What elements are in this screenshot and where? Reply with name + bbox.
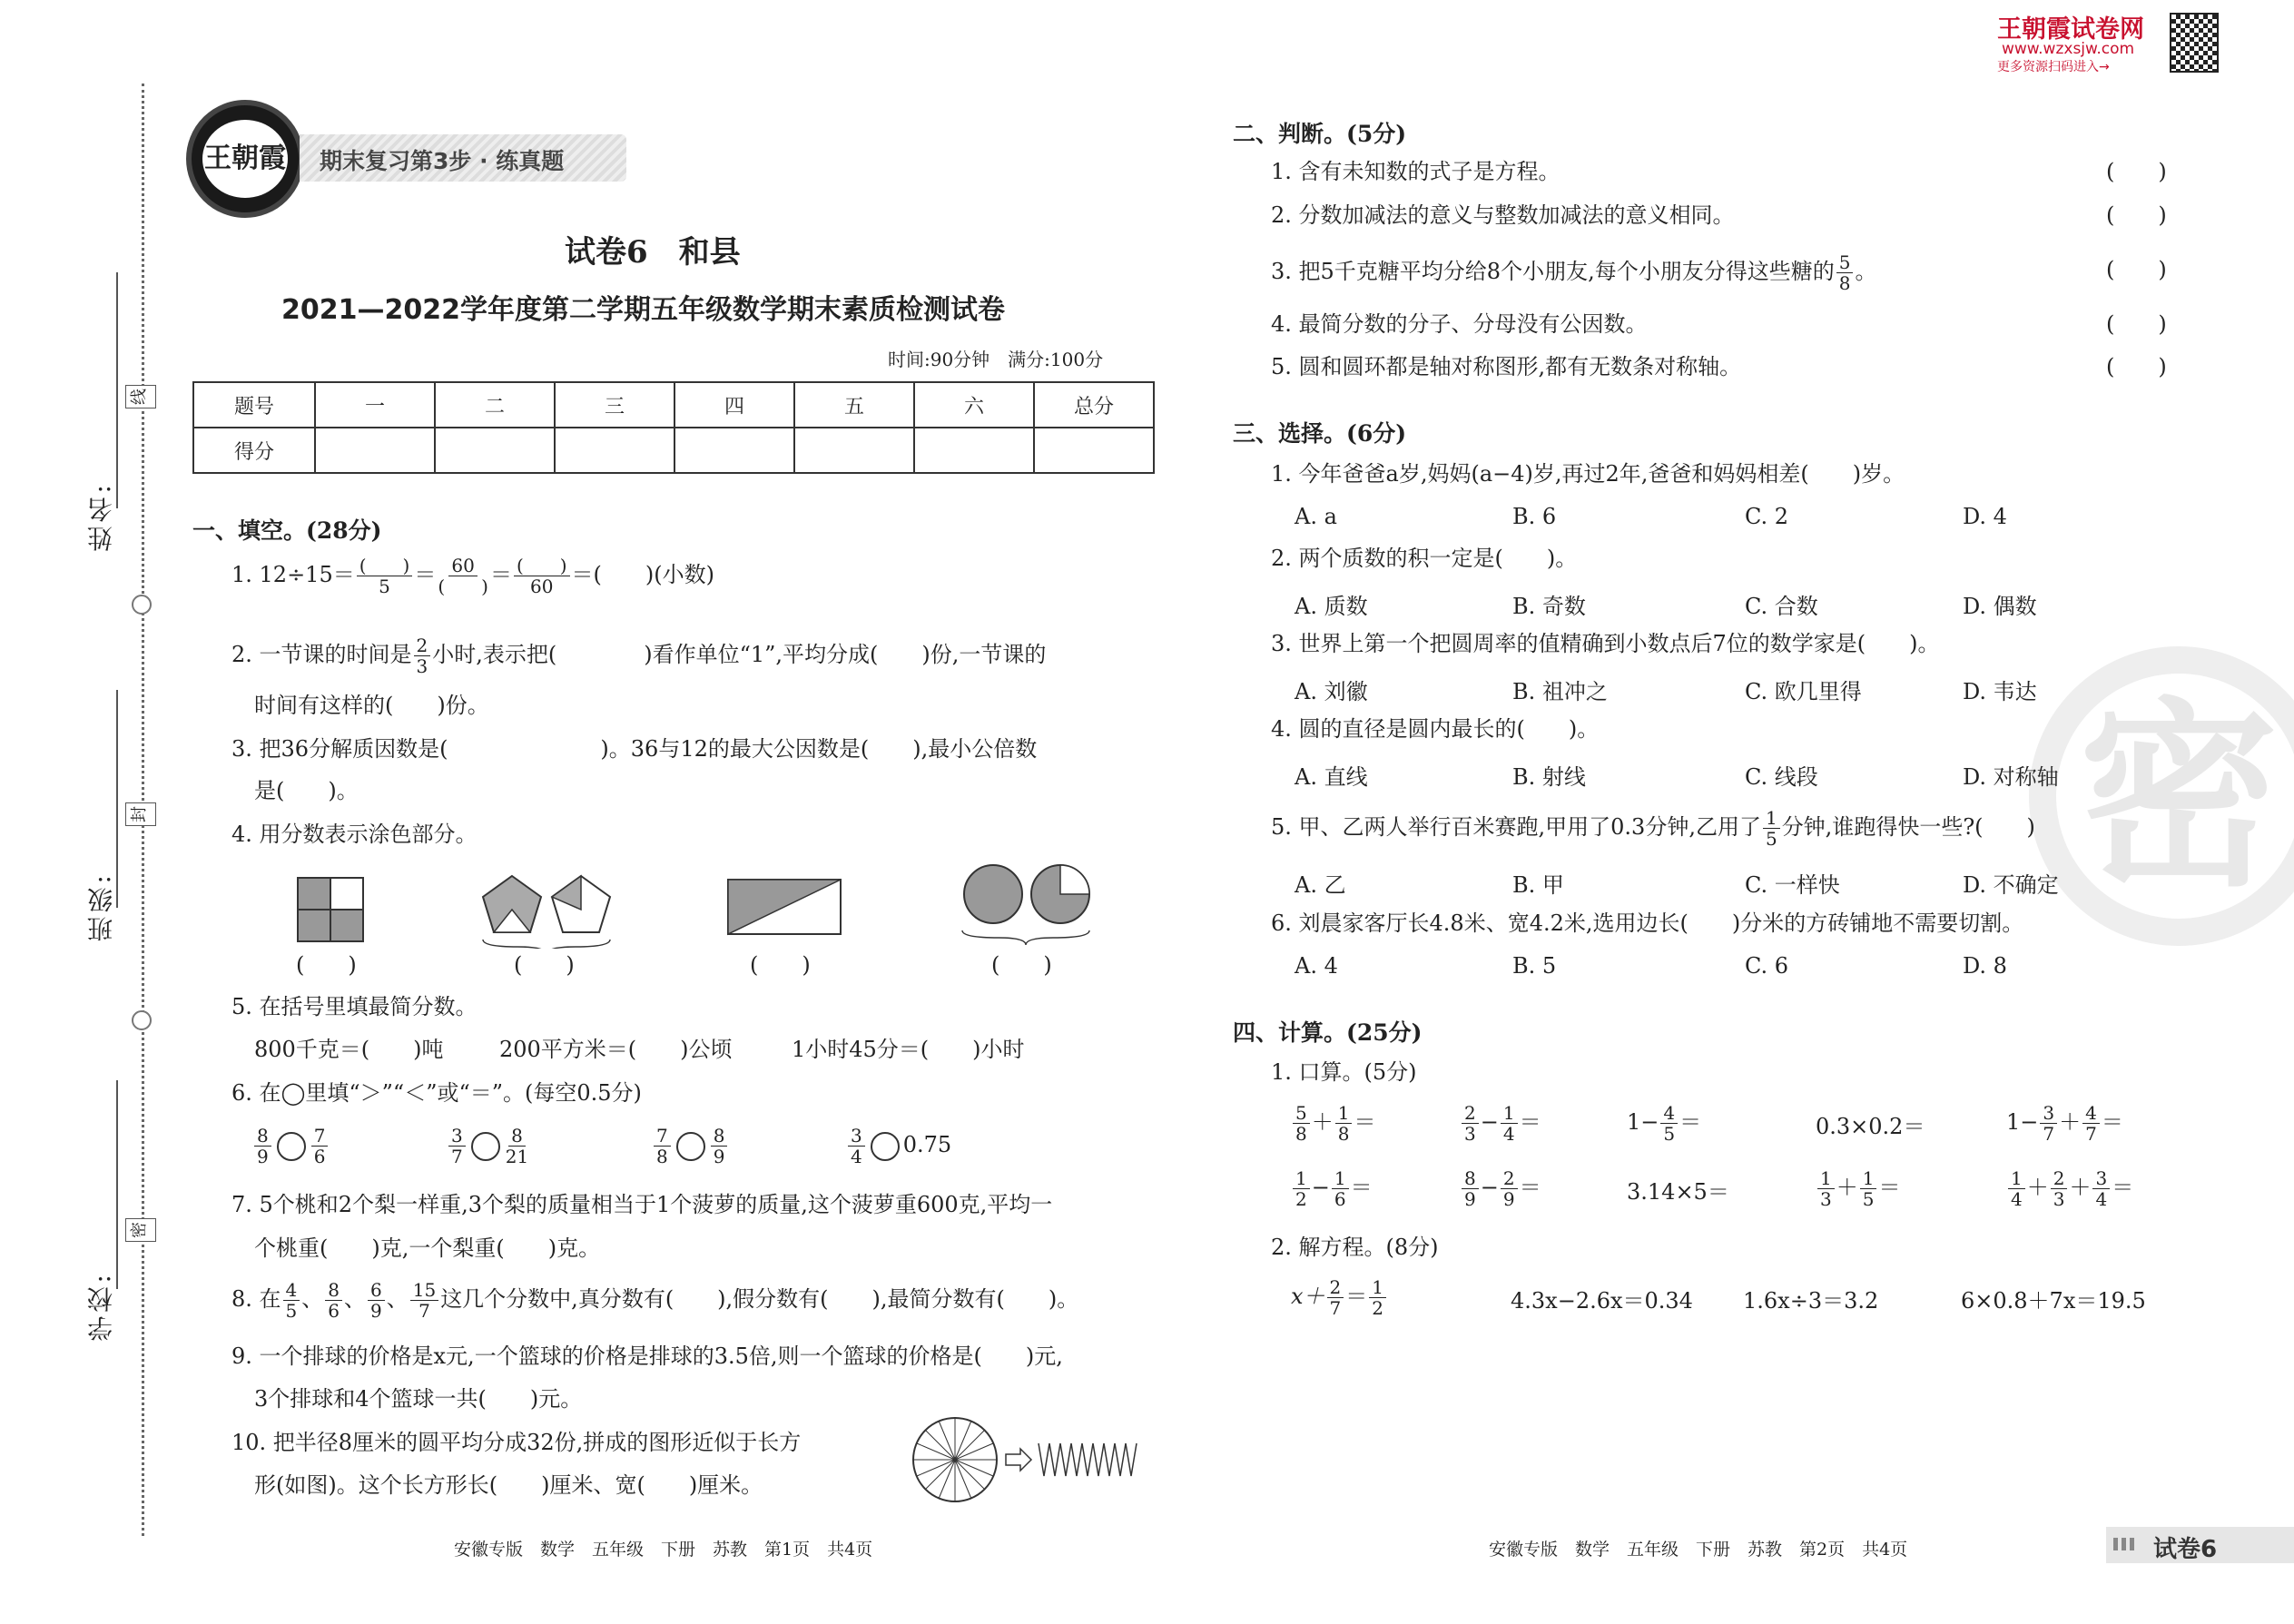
den: 6 — [313, 1146, 326, 1167]
calc-prefix: 1− — [2006, 1109, 2039, 1135]
s1-q2 — [231, 635, 1046, 676]
s3-q2: 2. 两个质数的积一定是( )。 — [1271, 546, 1578, 571]
den: 7 — [418, 1300, 430, 1322]
score-row — [193, 428, 1154, 473]
q4-blank-3[interactable]: ( ) — [750, 952, 811, 978]
num: 3 — [2092, 1168, 2110, 1189]
score-header-cell: 总分 — [1034, 382, 1154, 428]
frac — [1860, 1168, 1877, 1209]
s3-q5-opt-c[interactable]: C. 一样快 — [1745, 872, 1840, 898]
score-cell[interactable] — [315, 428, 435, 473]
s3-q6-opt-a[interactable]: A. 4 — [1295, 953, 1338, 979]
s3-q4-opt-a[interactable]: A. 直线 — [1295, 764, 1368, 790]
num: 1 — [1763, 808, 1780, 829]
s2-item3-end: 。 — [1855, 259, 1877, 284]
eq-equals: ＝ — [1345, 1284, 1368, 1309]
q1-f3-den: 60 — [530, 576, 554, 597]
logo-inner — [202, 120, 288, 198]
section2-title: 二、判断。(5分) — [1233, 121, 1407, 147]
name-line — [116, 272, 118, 508]
square-blank-quarter — [330, 878, 363, 910]
frac — [1501, 1103, 1518, 1144]
frac — [1293, 1103, 1310, 1144]
q6-frac — [848, 1126, 865, 1166]
den: 9 — [257, 1146, 269, 1167]
num: 7 — [654, 1126, 671, 1147]
frac — [2008, 1168, 2025, 1209]
q1-f1-num: ( ) — [357, 556, 413, 576]
s3-q3-opt-b[interactable]: B. 祖冲之 — [1512, 679, 1608, 704]
score-cell[interactable] — [1034, 428, 1154, 473]
s1-q1: 1. 12÷15＝ ( ) 5 ＝ 60 ( ) ＝ ( ) 60 ＝( )(小数) — [231, 555, 714, 597]
s3-q3-opt-d[interactable]: D. 韦达 — [1963, 679, 2037, 704]
s3-q3-opt-c[interactable]: C. 欧几里得 — [1745, 679, 1862, 704]
oral-calc-9: $\frac{1}{3}$ ＋ $\frac{1}{5}$ ＝ — [1816, 1168, 1900, 1209]
den: 5 — [285, 1300, 298, 1322]
q6-frac — [711, 1126, 728, 1166]
s3-q5-opt-b[interactable]: B. 甲 — [1512, 872, 1564, 898]
oral-calc-1: $\frac{5}{8}$ ＋ $\frac{1}{8}$ ＝ — [1291, 1103, 1375, 1144]
circle-brace — [962, 930, 1089, 945]
exam-title: 试卷6 和县 — [565, 234, 741, 271]
s2-item-3 — [1271, 252, 1876, 293]
equation-2: 4.3x−2.6x＝0.34 — [1511, 1288, 1693, 1314]
school-line — [116, 1080, 118, 1289]
s2-mark-4[interactable]: ( ) — [2106, 311, 2167, 337]
num: 1 — [1817, 1168, 1835, 1189]
oral-calc-2: $\frac{2}{3}$ − $\frac{1}{4}$ ＝ — [1460, 1103, 1541, 1144]
num: 5 — [1293, 1103, 1310, 1124]
s1-q10-line2: 形(如图)。这个长方形长( )厘米、宽( )厘米。 — [254, 1472, 763, 1498]
den: 8 — [1838, 272, 1851, 294]
num: 4 — [1660, 1103, 1678, 1124]
q1-fraction-3 — [514, 556, 570, 596]
s2-mark-3[interactable]: ( ) — [2106, 257, 2167, 282]
den: 2 — [1372, 1297, 1384, 1319]
num: 2 — [1501, 1168, 1518, 1189]
name-label: 姓名: — [86, 481, 116, 552]
frac — [2092, 1168, 2110, 1209]
frac — [1327, 1277, 1344, 1318]
class-label: 班级: — [86, 871, 116, 942]
den: 9 — [713, 1146, 725, 1167]
s1-q5: 5. 在括号里填最简分数。 — [231, 994, 478, 1019]
s3-q5 — [1271, 808, 2035, 849]
section4-title: 四、计算。(25分) — [1233, 1019, 1423, 1046]
q2-f-num: 2 — [414, 635, 431, 656]
s3-q6: 6. 刘晨家客厅长4.8米、宽4.2米,选用边长( )分米的方砖铺地不需要切割。 — [1271, 910, 2024, 936]
frac — [1332, 1168, 1349, 1209]
den: 3 — [1464, 1123, 1476, 1145]
num: 1 — [1501, 1103, 1518, 1124]
eq-prefix: x＋ — [1291, 1284, 1325, 1309]
score-header-cell: 三 — [555, 382, 674, 428]
score-cell[interactable] — [674, 428, 794, 473]
num: 8 — [711, 1126, 728, 1147]
s3-q3: 3. 世界上第一个把圆周率的值精确到小数点后7位的数学家是( )。 — [1271, 631, 1940, 656]
q6-frac — [654, 1126, 671, 1166]
q10-circle-to-rectangle-figure — [908, 1416, 1144, 1507]
den: 8 — [1337, 1123, 1350, 1145]
frac — [1462, 1168, 1479, 1209]
s2-item-2: 2. 分数加减法的意义与整数加减法的意义相同。 — [1271, 202, 1735, 228]
s3-q1-opt-d[interactable]: D. 4 — [1963, 504, 2007, 529]
watermark-text: 密 — [2078, 678, 2279, 913]
score-header-cell: 二 — [435, 382, 555, 428]
den: 5 — [1663, 1123, 1676, 1145]
qr-code-icon — [2170, 13, 2219, 73]
binding-knot-icon — [132, 1010, 152, 1030]
num: 1 — [1293, 1168, 1310, 1189]
score-header-cell: 题号 — [193, 382, 315, 428]
oral-calc-5: 1− $\frac{3}{7}$ ＋ $\frac{4}{7}$ ＝ — [2006, 1102, 2123, 1145]
frac — [1335, 1103, 1353, 1144]
score-header-row — [193, 382, 1154, 428]
q5-item-2: 200平方米＝( )公顷 — [499, 1037, 733, 1062]
q1-fraction-2 — [438, 556, 488, 596]
footer-tab-dots-icon — [2113, 1538, 2137, 1550]
s2-item3-frac — [1836, 252, 1854, 293]
num: 4 — [283, 1280, 300, 1301]
q6-decimal: 0.75 — [902, 1132, 952, 1157]
den: 4 — [1502, 1123, 1515, 1145]
q1-f2-den: ( ) — [438, 576, 488, 597]
s3-q6-opt-c[interactable]: C. 6 — [1745, 953, 1789, 979]
s4-part1: 1. 口算。(5分) — [1271, 1059, 1417, 1085]
oral-calc-10: $\frac{1}{4}$ ＋ $\frac{2}{3}$ ＋ $\frac{3}{4}$ ＝ — [2006, 1168, 2133, 1209]
den: 9 — [1502, 1188, 1515, 1210]
num: 7 — [311, 1126, 329, 1147]
den: 5 — [1862, 1188, 1875, 1210]
q8-frac — [283, 1280, 300, 1321]
s3-q3-opt-a[interactable]: A. 刘徽 — [1295, 679, 1368, 704]
oral-calc-6: $\frac{1}{2}$ − $\frac{1}{6}$ ＝ — [1291, 1168, 1373, 1209]
num: 8 — [254, 1126, 271, 1147]
s1-q8: 8. 在 $\frac{4}{5}$ 、 $\frac{8}{6}$ 、 $\frac{6}{9}$ 、 $\frac{15}{7}$ 这几个分数中,真分数有( ),假分数有( ),最简分数有( )。 — [231, 1279, 1079, 1322]
s3-q1-opt-b[interactable]: B. 6 — [1512, 504, 1557, 529]
compare-circle-icon[interactable] — [676, 1132, 705, 1161]
q1-fraction-1 — [357, 556, 413, 596]
s3-q6-opt-b[interactable]: B. 5 — [1512, 953, 1557, 979]
footer-tab-label: 试卷6 — [2153, 1536, 2218, 1563]
frac — [1462, 1103, 1479, 1144]
equation-3: 1.6x÷3＝3.2 — [1743, 1288, 1879, 1314]
q6-pair-2 — [447, 1126, 530, 1166]
num: 8 — [325, 1280, 342, 1301]
seal-char-xian: 线 — [125, 385, 156, 408]
footer-left: 安徽专版 数学 五年级 下册 苏教 第1页 共4页 — [454, 1540, 873, 1560]
q2-text-b: 小时,表示把( )看作单位“1”,平均分成( )份,一节课的 — [432, 642, 1047, 667]
oral-calc-4: 0.3×0.2＝ — [1816, 1114, 1925, 1139]
banner — [300, 134, 626, 182]
circle-figure-1 — [964, 865, 1022, 923]
den: 9 — [1464, 1188, 1476, 1210]
den: 5 — [1765, 828, 1777, 850]
section3-title: 三、选择。(6分) — [1233, 420, 1407, 447]
s3-q5-opt-d[interactable]: D. 不确定 — [1963, 872, 2059, 898]
den: 3 — [1820, 1188, 1832, 1210]
q2-text-a: 2. 一节课的时间是 — [231, 642, 412, 667]
oral-calc-7: $\frac{8}{9}$ − $\frac{2}{9}$ ＝ — [1460, 1168, 1541, 1209]
equation-1 — [1291, 1277, 1388, 1318]
q6-pair-4 — [846, 1126, 951, 1166]
den: 6 — [1334, 1188, 1346, 1210]
frac — [1369, 1277, 1386, 1318]
brand-scan-hint: 更多资源扫码进入→ — [1997, 60, 2110, 74]
den: 21 — [505, 1146, 529, 1167]
den: 9 — [370, 1300, 382, 1322]
q5-item-1: 800千克＝( )吨 — [254, 1037, 444, 1062]
compare-circle-icon[interactable] — [277, 1132, 306, 1161]
q2-fraction — [414, 635, 431, 676]
frac — [1501, 1168, 1518, 1209]
s2-item-4: 4. 最简分数的分子、分母没有公因数。 — [1271, 311, 1648, 337]
num: 1 — [1860, 1168, 1877, 1189]
compare-circle-icon[interactable] — [471, 1132, 500, 1161]
den: 6 — [328, 1300, 340, 1322]
score-cell[interactable] — [555, 428, 674, 473]
s3-q5-opt-a[interactable]: A. 乙 — [1295, 872, 1346, 898]
s1-q10-line1: 10. 把半径8厘米的圆平均分成32份,拼成的图形近似于长方 — [231, 1430, 802, 1455]
s2-mark-1[interactable]: ( ) — [2106, 159, 2167, 184]
oral-calc-8: 3.14×5＝ — [1627, 1179, 1729, 1205]
footer-tab — [2106, 1527, 2294, 1563]
s3-q2-opt-c[interactable]: C. 合数 — [1745, 594, 1818, 619]
frac — [2082, 1103, 2100, 1144]
num: 3 — [2040, 1103, 2057, 1124]
banner-text: 期末复习第3步 · 练真题 — [320, 148, 565, 174]
s4-part2: 2. 解方程。(8分) — [1271, 1235, 1439, 1260]
s1-q9-line1: 9. 一个排球的价格是x元,一个篮球的价格是排球的3.5倍,则一个篮球的价格是( )元, — [231, 1343, 1063, 1369]
s3-q5-text: 5. 甲、乙两人举行百米赛跑,甲用了0.3分钟,乙用了 — [1271, 814, 1761, 840]
den: 7 — [2043, 1123, 2055, 1145]
s3-q2-opt-b[interactable]: B. 奇数 — [1512, 594, 1586, 619]
s3-q5-frac — [1763, 808, 1780, 849]
den: 8 — [1295, 1123, 1307, 1145]
s3-q4: 4. 圆的直径是圆内最长的( )。 — [1271, 716, 1600, 742]
den: 3 — [2053, 1188, 2065, 1210]
calc-prefix: 1− — [1627, 1109, 1659, 1135]
compare-circle-icon[interactable] — [871, 1132, 900, 1161]
q8-frac — [368, 1280, 385, 1321]
num: 3 — [448, 1126, 466, 1147]
score-header-cell: 四 — [674, 382, 794, 428]
sector-circle-icon — [913, 1418, 997, 1501]
frac — [1817, 1168, 1835, 1209]
s3-q5-end: 分钟,谁跑得快一些?( ) — [1781, 814, 2035, 840]
num: 15 — [410, 1280, 438, 1301]
section1-title: 一、填空。(28分) — [192, 517, 382, 544]
s1-q4: 4. 用分数表示涂色部分。 — [231, 822, 478, 847]
num: 8 — [1462, 1168, 1479, 1189]
s3-q6-opt-d[interactable]: D. 8 — [1963, 953, 2007, 979]
num: 8 — [508, 1126, 526, 1147]
equation-4: 6×0.8＋7x＝19.5 — [1961, 1288, 2146, 1314]
num: 6 — [368, 1280, 385, 1301]
arrow-right-icon — [1006, 1449, 1031, 1471]
brand-url: www.wzxsjw.com — [2002, 40, 2135, 58]
brand-mark: 王朝霞试卷网 — [1997, 15, 2144, 44]
q6-pair-3 — [652, 1126, 729, 1166]
den: 7 — [1329, 1297, 1342, 1319]
circle-blank-quarter — [1060, 865, 1089, 894]
q6-frac — [506, 1126, 528, 1166]
s1-q7-line1: 7. 5个桃和2个梨一样重,3个梨的质量相当于1个菠萝的质量,这个菠萝重600克,平均一 — [231, 1192, 1053, 1217]
s2-item-1: 1. 含有未知数的式子是方程。 — [1271, 159, 1561, 184]
num: 4 — [2082, 1103, 2100, 1124]
s1-q3-line2: 是( )。 — [254, 778, 359, 803]
score-table — [192, 381, 1155, 474]
school-label: 学校: — [86, 1271, 116, 1342]
binding-knot-icon — [132, 595, 152, 615]
pentagon-brace — [483, 940, 610, 949]
q1-prefix: 1. 12÷15＝ — [231, 562, 355, 587]
oral-calc-3: 1− $\frac{4}{5}$ ＝ — [1627, 1102, 1702, 1145]
num: 2 — [1462, 1103, 1479, 1124]
q6-pair-1 — [252, 1126, 330, 1166]
footer-right: 安徽专版 数学 五年级 下册 苏教 第2页 共4页 — [1489, 1540, 1908, 1560]
time-info: 时间:90分钟 满分:100分 — [888, 349, 1104, 370]
q8-text-a: 8. 在 — [231, 1286, 281, 1312]
score-header-cell: 五 — [794, 382, 914, 428]
score-cell[interactable] — [914, 428, 1034, 473]
q4-blank-1[interactable]: ( ) — [296, 952, 357, 978]
den: 4 — [2011, 1188, 2023, 1210]
q1-f1-den: 5 — [379, 576, 390, 597]
q5-item-3: 1小时45分＝( )小时 — [792, 1037, 1025, 1062]
q8-frac — [410, 1280, 438, 1321]
frac — [2051, 1168, 2068, 1209]
q1-f2-num: 60 — [448, 556, 477, 576]
num: 1 — [1335, 1103, 1353, 1124]
frac — [2040, 1103, 2057, 1144]
q2-f-den: 3 — [416, 655, 428, 677]
q1-f3-num: ( ) — [514, 556, 570, 576]
q4-blank-2[interactable]: ( ) — [514, 952, 575, 978]
approx-rectangle-icon — [1039, 1443, 1137, 1476]
s3-q4-opt-c[interactable]: C. 线段 — [1745, 764, 1818, 790]
q4-blank-4[interactable]: ( ) — [991, 952, 1052, 978]
frac — [1660, 1103, 1678, 1144]
s2-item-5: 5. 圆和圆环都是轴对称图形,都有无数条对称轴。 — [1271, 354, 1742, 379]
score-row-label: 得分 — [193, 428, 315, 473]
s3-q2-opt-d[interactable]: D. 偶数 — [1963, 594, 2037, 619]
seal-char-feng: 封 — [125, 802, 156, 826]
num: 1 — [1332, 1168, 1349, 1189]
s3-q1: 1. 今年爸爸a岁,妈妈(a−4)岁,再过2年,爸爸和妈妈相差( )岁。 — [1271, 461, 1905, 487]
q6-frac — [448, 1126, 466, 1166]
q6-frac — [311, 1126, 329, 1166]
s1-q7-line2: 个桃重( )克,一个梨重( )克。 — [254, 1235, 601, 1261]
num: 1 — [2008, 1168, 2025, 1189]
s3-q4-opt-d[interactable]: D. 对称轴 — [1963, 764, 2059, 790]
num: 5 — [1836, 252, 1854, 273]
exam-subtitle: 2021—2022学年度第二学期五年级数学期末素质检测试卷 — [281, 294, 1005, 326]
den: 2 — [1295, 1188, 1307, 1210]
num: 3 — [848, 1126, 865, 1147]
s3-q2-opt-a[interactable]: A. 质数 — [1295, 594, 1368, 619]
s3-q4-opt-b[interactable]: B. 射线 — [1512, 764, 1586, 790]
s1-q9-line2: 3个排球和4个篮球一共( )元。 — [254, 1386, 583, 1412]
s2-mark-2[interactable]: ( ) — [2106, 202, 2167, 228]
score-cell[interactable] — [435, 428, 555, 473]
s3-q1-opt-c[interactable]: C. 2 — [1745, 504, 1789, 529]
q8-text-b: 这几个分数中,真分数有( ),假分数有( ),最简分数有( )。 — [440, 1286, 1079, 1312]
q6-frac — [254, 1126, 271, 1166]
score-header-cell: 一 — [315, 382, 435, 428]
seal-char-mi: 密 — [125, 1218, 156, 1242]
den: 4 — [851, 1146, 862, 1167]
den: 7 — [2085, 1123, 2097, 1145]
num: 2 — [1327, 1277, 1344, 1298]
s3-q1-opt-a[interactable]: A. a — [1295, 504, 1337, 529]
score-header-cell: 六 — [914, 382, 1034, 428]
num: 2 — [2051, 1168, 2068, 1189]
frac — [1293, 1168, 1310, 1209]
den: 7 — [451, 1146, 463, 1167]
s1-q2-line2: 时间有这样的( )份。 — [254, 693, 489, 718]
q8-frac — [325, 1280, 342, 1321]
brand-logo — [186, 100, 304, 218]
s2-item3-text: 3. 把5千克糖平均分给8个小朋友,每个小朋友分得这些糖的 — [1271, 259, 1835, 284]
watermark-seal — [2029, 646, 2294, 946]
s1-q3-line1: 3. 把36分解质因数是( )。36与12的最大公因数是( ),最小公倍数 — [231, 736, 1038, 762]
logo-text: 王朝霞 — [204, 143, 286, 174]
score-cell[interactable] — [794, 428, 914, 473]
q1-suffix: ＝( )(小数) — [571, 562, 714, 587]
q4-figures — [272, 858, 1144, 949]
num: 1 — [1369, 1277, 1386, 1298]
den: 4 — [2095, 1188, 2108, 1210]
den: 8 — [656, 1146, 668, 1167]
s2-mark-5[interactable]: ( ) — [2106, 354, 2167, 379]
s1-q6: 6. 在◯里填“＞”“＜”或“＝”。(每空0.5分) — [231, 1080, 642, 1106]
